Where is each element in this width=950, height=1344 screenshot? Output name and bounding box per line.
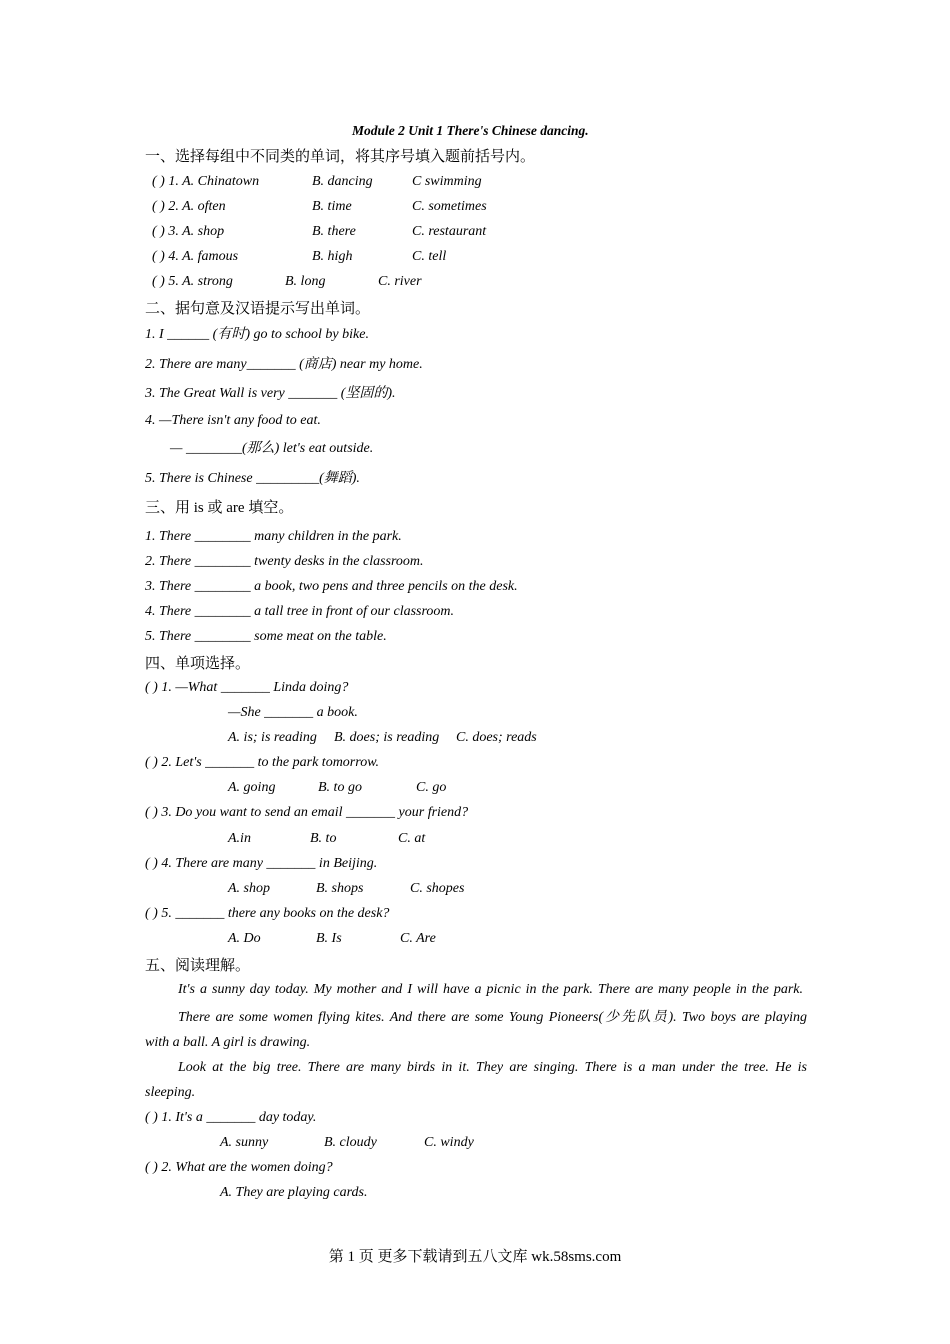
section-3-heading: 三、用 is 或 are 填空。 bbox=[145, 500, 294, 516]
s4-q4-option-c: C. shopes bbox=[410, 881, 465, 896]
section-5-heading: 五、阅读理解。 bbox=[145, 958, 251, 974]
s1-item-1-b: B. dancing bbox=[312, 174, 373, 189]
section-1-heading: 一、选择每组中不同类的单词，将其序号填入题前括号内。 bbox=[145, 149, 536, 165]
s2-item-4: 4. —There isn't any food to eat. bbox=[145, 413, 321, 428]
s4-q1-reply: —She _______ a book. bbox=[228, 705, 358, 720]
section-4-heading: 四、单项选择。 bbox=[145, 656, 251, 672]
s4-q4: ( ) 4. There are many _______ in Beijing. bbox=[145, 856, 378, 871]
s4-q2-option-c: C. go bbox=[416, 780, 447, 795]
page-footer: 第 1 页 更多下载请到五八文库 wk.58sms.com bbox=[328, 1249, 622, 1265]
s4-q4-option-b: B. shops bbox=[316, 881, 364, 896]
s4-q1: ( ) 1. —What _______ Linda doing? bbox=[145, 680, 349, 695]
s5-q1-option-a: A. sunny bbox=[220, 1135, 269, 1150]
s4-q5-option-b: B. Is bbox=[316, 931, 342, 946]
s3-item-3: 3. There ________ a book, two pens and three pencils on the desk. bbox=[145, 579, 518, 594]
section-2-heading: 二、据句意及汉语提示写出单词。 bbox=[145, 301, 371, 317]
passage-line-5: sleeping. bbox=[145, 1085, 196, 1100]
s1-item-1-c: C swimming bbox=[412, 174, 482, 189]
s1-item-3-stem: ( ) 3. A. shop bbox=[152, 224, 225, 239]
s4-q3-option-a: A.in bbox=[228, 831, 251, 846]
s4-q1-option-a: A. is; is reading bbox=[228, 730, 317, 745]
s1-item-1-stem: ( ) 1. A. Chinatown bbox=[152, 174, 260, 189]
s4-q5-option-a: A. Do bbox=[228, 931, 261, 946]
s4-q3-option-c: C. at bbox=[398, 831, 426, 846]
s1-item-5-b: B. long bbox=[285, 274, 326, 289]
page-title: Module 2 Unit 1 There's Chinese dancing. bbox=[352, 123, 589, 138]
s1-item-2-c: C. sometimes bbox=[412, 199, 487, 214]
s3-item-5: 5. There ________ some meat on the table. bbox=[145, 629, 387, 644]
s4-q2-option-b: B. to go bbox=[318, 780, 362, 795]
s1-item-3-b: B. there bbox=[312, 224, 356, 239]
passage-line-4: Look at the big tree. There are many birds in it. They are singing. There is a man under the tree. He is bbox=[178, 1060, 807, 1075]
s4-q3-option-b: B. to bbox=[310, 831, 337, 846]
s1-item-5-stem: ( ) 5. A. strong bbox=[152, 274, 233, 289]
s4-q5-option-c: C. Are bbox=[400, 931, 436, 946]
s5-q2-option-a: A. They are playing cards. bbox=[220, 1185, 368, 1200]
s5-q2: ( ) 2. What are the women doing? bbox=[145, 1160, 333, 1175]
s3-item-4: 4. There ________ a tall tree in front of our classroom. bbox=[145, 604, 455, 619]
s5-q1-option-c: C. windy bbox=[424, 1135, 474, 1150]
passage-line-1: It's a sunny day today. My mother and I will have a picnic in the park. There are many people in the park. bbox=[178, 982, 803, 997]
s2-item-2: 2. There are many_______ (商店) near my home. bbox=[145, 357, 423, 372]
s1-item-4-b: B. high bbox=[312, 249, 353, 264]
s1-item-3-c: C. restaurant bbox=[412, 224, 487, 239]
passage-line-2: There are some women flying kites. And there are some Young Pioneers(少先队员). Two boys are playing bbox=[178, 1010, 807, 1025]
passage-line-3: with a ball. A girl is drawing. bbox=[145, 1035, 311, 1050]
s4-q1-option-b: B. does; is reading bbox=[334, 730, 440, 745]
s4-q1-option-c: C. does; reads bbox=[456, 730, 537, 745]
s1-item-2-stem: ( ) 2. A. often bbox=[152, 199, 226, 214]
s4-q4-option-a: A. shop bbox=[228, 881, 270, 896]
s4-q2-option-a: A. going bbox=[228, 780, 276, 795]
s2-item-5: 5. There is Chinese _________(舞蹈). bbox=[145, 471, 360, 486]
s1-item-4-c: C. tell bbox=[412, 249, 447, 264]
s2-item-1: 1. I ______ (有时) go to school by bike. bbox=[145, 327, 369, 342]
s4-q3: ( ) 3. Do you want to send an email _______ your friend? bbox=[145, 805, 469, 820]
s4-q5: ( ) 5. _______ there any books on the desk? bbox=[145, 906, 390, 921]
s2-item-4-reply: — ________(那么) let's eat outside. bbox=[170, 441, 374, 456]
s4-q2: ( ) 2. Let's _______ to the park tomorrow. bbox=[145, 755, 379, 770]
s2-item-3: 3. The Great Wall is very _______ (坚固的). bbox=[145, 386, 396, 401]
s3-item-2: 2. There ________ twenty desks in the classroom. bbox=[145, 554, 424, 569]
s3-item-1: 1. There ________ many children in the park. bbox=[145, 529, 402, 544]
s5-q1-option-b: B. cloudy bbox=[324, 1135, 377, 1150]
s1-item-4-stem: ( ) 4. A. famous bbox=[152, 249, 239, 264]
s1-item-5-c: C. river bbox=[378, 274, 422, 289]
s5-q1: ( ) 1. It's a _______ day today. bbox=[145, 1110, 317, 1125]
s1-item-2-b: B. time bbox=[312, 199, 352, 214]
